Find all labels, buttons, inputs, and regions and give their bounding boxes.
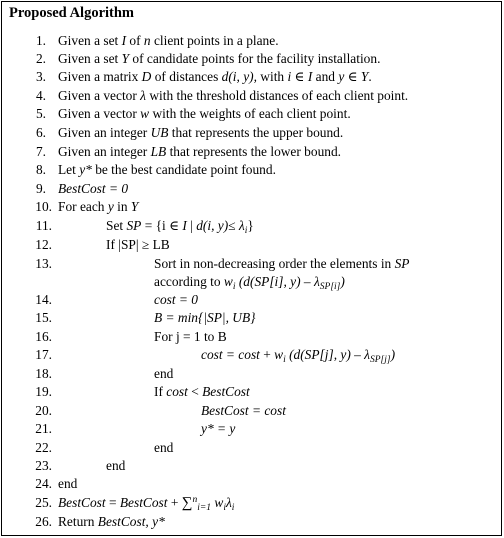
line-number: 8. <box>35 162 46 177</box>
line-text: Given a set I of n client points in a plane. <box>58 33 279 48</box>
line-text: according to $w_i$ (d(SP[i], $y) - \lambda_{SP[i]}$) <box>154 274 345 292</box>
line-number: 7. <box>35 144 46 159</box>
line-text: end <box>154 440 174 455</box>
line-text: BestCost = BestCost + ∑$^n_{i=1}$ $w_i\lambda_i$ <box>58 495 235 513</box>
line-number: 18. <box>35 366 52 381</box>
line-text: end <box>106 458 126 473</box>
line-text: end <box>58 476 78 491</box>
line-text: cost = 0 <box>154 292 198 307</box>
line-number: 17. <box>35 347 52 362</box>
line-number: 16. <box>35 329 52 344</box>
line-text: B = min{|SP|, UB} <box>154 310 256 325</box>
line-text: For j = 1 to B <box>154 329 227 344</box>
line-number: 22. <box>35 440 52 455</box>
line-number: 2. <box>35 51 46 66</box>
line-text: For each y in Y <box>58 199 139 214</box>
line-text: Given a set Y of candidate points for the facility installation. <box>58 51 381 66</box>
line-number: 19. <box>35 384 52 399</box>
line-text: BestCost = 0 <box>58 181 129 196</box>
line-number: 6. <box>35 125 46 140</box>
line-text: Sort in non-decreasing order the elements in SP <box>154 256 410 271</box>
line-number: 25. <box>35 495 52 510</box>
line-number: 24. <box>35 476 52 491</box>
line-number: 10. <box>35 199 52 214</box>
line-number: 20. <box>35 403 52 418</box>
line-text: If |SP| ≥ LB <box>106 237 170 252</box>
algorithm-title: Proposed Algorithm <box>9 5 134 21</box>
line-number: 15. <box>35 310 52 325</box>
line-text: end <box>154 366 174 381</box>
line-text: Set SP = {i ∈ I | d(i, $y)\le \lambda_i$} <box>106 218 254 236</box>
line-text: BestCost = cost <box>201 403 286 418</box>
line-number: 5. <box>35 106 46 121</box>
line-number: 9. <box>35 181 46 196</box>
line-text: Let y* be the best candidate point found. <box>58 162 276 177</box>
line-number: 13. <box>35 256 52 271</box>
line-number: 3. <box>35 69 46 84</box>
line-text: $\cos t = \cos t + w_i$ (d(SP[j], $y) - \lambda_{SP[j]}$) <box>201 347 396 365</box>
line-text: Given an integer UB that represents the upper bound. <box>58 125 344 140</box>
line-text: Given a vector λ with the threshold distances of each client point. <box>58 88 409 103</box>
line-number: 14. <box>35 292 52 307</box>
line-text: If cost < BestCost <box>154 384 250 399</box>
line-number: 4. <box>35 88 46 103</box>
line-text: Given an integer LB that represents the lower bound. <box>58 144 342 159</box>
line-number: 21. <box>35 421 52 436</box>
line-text: y* = y <box>201 421 236 436</box>
line-text: Given a matrix D of distances d(i, y), with i ∈ I and y ∈ Y. <box>58 69 372 84</box>
line-text: Given a vector w with the weights of each client point. <box>58 106 351 121</box>
line-number: 26. <box>35 514 52 529</box>
line-number: 1. <box>35 33 46 48</box>
line-text: Return BestCost, y* <box>58 514 165 529</box>
line-number: 12. <box>35 237 52 252</box>
line-number: 23. <box>35 458 52 473</box>
line-number: 11. <box>35 218 52 233</box>
